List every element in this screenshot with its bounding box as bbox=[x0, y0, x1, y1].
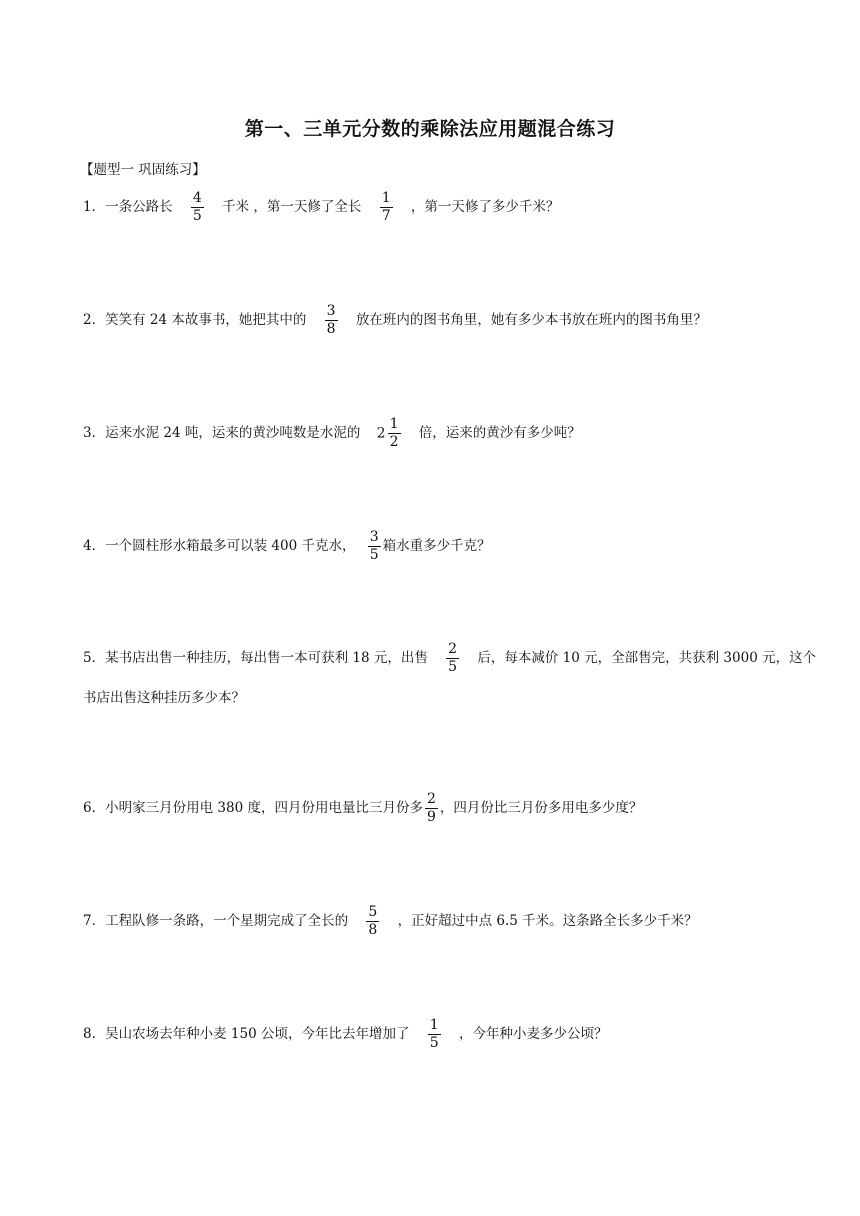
question-text: ，四月份比三月份多用电多少度？ bbox=[439, 800, 643, 816]
question-text: 笑笑有 24 本故事书，她把其中的 bbox=[105, 312, 307, 328]
question-text: ，第一天修了多少千米？ bbox=[410, 199, 560, 215]
fraction bbox=[428, 1017, 441, 1052]
question-8 bbox=[83, 1017, 607, 1052]
question-number: 6． bbox=[83, 800, 106, 816]
question-number: 8． bbox=[83, 1026, 106, 1042]
question-4 bbox=[83, 529, 491, 564]
question-1 bbox=[83, 190, 559, 225]
whole-number: 2 bbox=[376, 425, 386, 442]
denominator: 5 bbox=[192, 208, 202, 224]
question-text: 一个圆柱形水箱最多可以装 400 千克水， bbox=[105, 538, 356, 554]
denominator: 7 bbox=[381, 208, 391, 224]
denominator: 2 bbox=[389, 434, 399, 450]
numerator: 4 bbox=[192, 190, 202, 206]
numerator: 3 bbox=[326, 303, 336, 319]
question-number: 4． bbox=[83, 538, 106, 554]
question-text: 工程队修一条路，一个星期完成了全长的 bbox=[105, 913, 349, 929]
question-text: 千米 ，第一天修了全长 bbox=[222, 199, 362, 215]
numerator: 2 bbox=[426, 791, 436, 807]
question-text: 某书店出售一种挂历，每出售一本可获利 18 元，出售 bbox=[105, 650, 428, 666]
fraction bbox=[380, 190, 393, 225]
numerator: 1 bbox=[429, 1017, 439, 1033]
fraction bbox=[191, 190, 204, 225]
question-2 bbox=[83, 303, 707, 338]
denominator: 5 bbox=[369, 547, 379, 563]
question-6 bbox=[83, 791, 642, 826]
fraction bbox=[366, 904, 379, 939]
denominator: 8 bbox=[368, 922, 378, 938]
question-text: ，今年种小麦多少公顷？ bbox=[458, 1026, 608, 1042]
fraction bbox=[368, 529, 381, 564]
question-text: 倍，运来的黄沙有多少吨？ bbox=[418, 425, 581, 441]
question-number: 2． bbox=[83, 312, 106, 328]
question-text: 运来水泥 24 吨，运来的黄沙吨数是水泥的 bbox=[105, 425, 361, 441]
question-3 bbox=[83, 416, 581, 451]
page-title: 第一、三单元分数的乘除法应用题混合练习 bbox=[244, 118, 616, 140]
fraction bbox=[388, 416, 401, 451]
question-text: 吴山农场去年种小麦 150 公顷，今年比去年增加了 bbox=[105, 1026, 410, 1042]
numerator: 1 bbox=[389, 416, 399, 432]
question-number: 7． bbox=[83, 913, 106, 929]
fraction bbox=[446, 641, 459, 676]
denominator: 8 bbox=[326, 321, 336, 337]
question-text: 箱水重多少千克？ bbox=[382, 538, 491, 554]
question-number: 5． bbox=[83, 650, 106, 666]
fraction bbox=[325, 303, 338, 338]
denominator: 5 bbox=[429, 1035, 439, 1051]
question-text: ，正好超过中点 6.5 千米。这条路全长多少千米？ bbox=[397, 913, 698, 929]
question-text: 后，每本减价 10 元，全部售完，共获利 3000 元，这个书店出售这种挂历多少本？ bbox=[83, 650, 817, 706]
section-label: 【题型一 巩固练习】 bbox=[80, 162, 206, 178]
question-5 bbox=[83, 638, 818, 718]
numerator: 1 bbox=[381, 190, 391, 206]
fraction bbox=[425, 791, 438, 826]
numerator: 3 bbox=[369, 529, 379, 545]
question-text: 放在班内的图书角里，她有多少本书放在班内的图书角里？ bbox=[355, 312, 707, 328]
numerator: 5 bbox=[368, 904, 378, 920]
question-7 bbox=[83, 904, 698, 939]
question-text: 一条公路长 bbox=[105, 199, 173, 215]
denominator: 9 bbox=[426, 809, 436, 825]
numerator: 2 bbox=[448, 641, 458, 657]
question-text: 小明家三月份用电 380 度，四月份用电量比三月份多 bbox=[105, 800, 423, 816]
question-number: 1． bbox=[83, 199, 106, 215]
question-number: 3． bbox=[83, 425, 106, 441]
denominator: 5 bbox=[448, 659, 458, 675]
